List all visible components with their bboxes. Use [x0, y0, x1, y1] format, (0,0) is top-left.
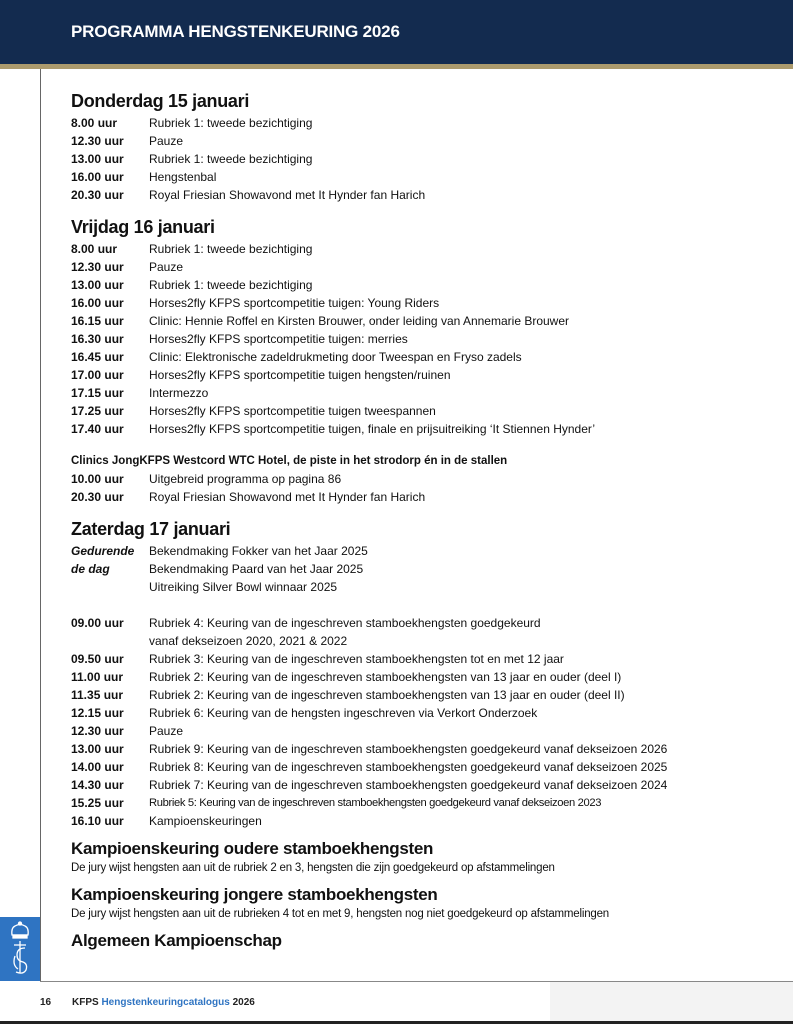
time: 16.15 uur [71, 314, 124, 328]
championship-algemeen [71, 930, 771, 952]
day-heading: Donderdag 15 januari [71, 91, 250, 111]
description: Hengstenbal [149, 170, 217, 184]
schedule-row [71, 686, 771, 704]
description: Royal Friesian Showavond met It Hynder fan Harich [149, 188, 426, 202]
time: 14.30 uur [71, 778, 124, 792]
time: 12.30 uur [71, 724, 124, 738]
footer-brand: KFPS [72, 997, 99, 1008]
schedule-row [71, 650, 771, 668]
schedule-row [71, 812, 771, 830]
time: 09.50 uur [71, 652, 124, 666]
time: 8.00 uur [71, 116, 118, 130]
footer-year: 2026 [232, 997, 255, 1008]
description: Horses2fly KFPS sportcompetitie tuigen hengsten/ruinen [149, 368, 451, 382]
during-day-row [71, 542, 771, 560]
time: 13.00 uur [71, 152, 124, 166]
footer-text [40, 997, 255, 1008]
page-title: PROGRAMMA HENGSTENKEURING 2026 [71, 22, 400, 41]
clinics-heading: Clinics JongKFPS Westcord WTC Hotel, de piste in het strodorp én in de stallen [71, 455, 508, 467]
schedule-row [71, 758, 771, 776]
time: 16.45 uur [71, 350, 124, 364]
during-day-row [71, 578, 771, 596]
schedule-row [71, 366, 771, 384]
time: 17.40 uur [71, 422, 124, 436]
description: Rubriek 6: Keuring van de hengsten ingeschreven via Verkort Onderzoek [149, 706, 538, 720]
description: Kampioenskeuringen [149, 814, 262, 828]
description: Horses2fly KFPS sportcompetitie tuigen: Young Riders [149, 296, 440, 310]
left-border-rule [40, 69, 41, 982]
schedule-row [71, 132, 771, 150]
schedule-row [71, 330, 771, 348]
championship-heading: Kampioenskeuring oudere stamboekhengsten [71, 839, 434, 858]
time: 8.00 uur [71, 242, 118, 256]
schedule-row [71, 240, 771, 258]
schedule-row-continuation [71, 632, 771, 650]
schedule-row [71, 384, 771, 402]
kfps-logo-tab [0, 917, 40, 981]
championship-heading: Kampioenskeuring jongere stamboekhengsten [71, 885, 438, 904]
time: 16.00 uur [71, 170, 124, 184]
schedule-row [71, 740, 771, 758]
schedule-row [71, 276, 771, 294]
description: Rubriek 9: Keuring van de ingeschreven stamboekhengsten goedgekeurd vanaf dekseizoen 2026 [149, 742, 668, 756]
time: 16.30 uur [71, 332, 124, 346]
schedule-row [71, 402, 771, 420]
description: Pauze [149, 260, 184, 274]
kfps-crown-monogram-icon [7, 921, 33, 977]
description: Clinic: Elektronische zadeldrukmeting door Tweespan en Fryso zadels [149, 350, 522, 364]
page-header [0, 0, 793, 64]
time: 11.00 uur [71, 670, 124, 684]
championship-jongere [71, 884, 771, 922]
description: Uitreiking Silver Bowl winnaar 2025 [149, 580, 338, 594]
championship-heading: Algemeen Kampioenschap [71, 931, 282, 950]
schedule-row [71, 488, 771, 506]
during-day-label: de dag [71, 562, 110, 576]
time: 15.25 uur [71, 796, 124, 810]
time: 20.30 uur [71, 490, 124, 504]
day-section-saturday [71, 518, 771, 830]
description: Rubriek 8: Keuring van de ingeschreven stamboekhengsten goedgekeurd vanaf dekseizoen 2025 [149, 760, 668, 774]
schedule-row [71, 722, 771, 740]
during-day-label: Gedurende [71, 544, 135, 558]
time: 12.30 uur [71, 260, 124, 274]
time: 13.00 uur [71, 742, 124, 756]
time: 17.15 uur [71, 386, 124, 400]
description: Clinic: Hennie Roffel en Kirsten Brouwer, onder leiding van Annemarie Brouwer [149, 314, 570, 328]
description: Bekendmaking Fokker van het Jaar 2025 [149, 544, 368, 558]
schedule-row [71, 114, 771, 132]
description: Rubriek 5: Keuring van de ingeschreven stamboekhengsten goedgekeurd vanaf dekseizoen 2023 [149, 797, 602, 809]
schedule-row [71, 420, 771, 438]
time: 12.30 uur [71, 134, 124, 148]
time: 17.25 uur [71, 404, 124, 418]
day-heading: Vrijdag 16 januari [71, 217, 215, 237]
gold-divider [0, 64, 793, 69]
schedule-row [71, 150, 771, 168]
page-number: 16 [40, 997, 52, 1008]
description: Pauze [149, 134, 184, 148]
description: Uitgebreid programma op pagina 86 [149, 472, 342, 486]
time: 11.35 uur [71, 688, 124, 702]
time: 16.00 uur [71, 296, 124, 310]
schedule-row [71, 294, 771, 312]
schedule-row [71, 168, 771, 186]
description: Horses2fly KFPS sportcompetitie tuigen, finale en prijsuitreiking ‘It Stiennen Hynder’ [149, 422, 595, 436]
description: Rubriek 2: Keuring van de ingeschreven stamboekhengsten van 13 jaar en ouder (deel II) [149, 688, 625, 702]
during-day-row [71, 560, 771, 578]
day-section-thursday [71, 90, 771, 204]
description: Rubriek 1: tweede bezichtiging [149, 278, 313, 292]
description: Rubriek 7: Keuring van de ingeschreven stamboekhengsten goedgekeurd vanaf dekseizoen 2024 [149, 778, 668, 792]
time: 12.15 uur [71, 706, 124, 720]
schedule-row [71, 470, 771, 488]
description: Rubriek 1: tweede bezichtiging [149, 152, 313, 166]
schedule-row [71, 348, 771, 366]
schedule-row [71, 776, 771, 794]
schedule-row [71, 312, 771, 330]
description: Rubriek 4: Keuring van de ingeschreven stamboekhengsten goedgekeurd [149, 616, 541, 630]
footer-shade [550, 982, 793, 1022]
description: Horses2fly KFPS sportcompetitie tuigen: merries [149, 332, 408, 346]
description: Horses2fly KFPS sportcompetitie tuigen tweespannen [149, 404, 436, 418]
championship-description: De jury wijst hengsten aan uit de rubrieken 4 tot en met 9, hengsten nog niet goedgekeurd op afstammelingen [71, 908, 609, 920]
schedule-row [71, 794, 771, 812]
schedule-row [71, 704, 771, 722]
championship-oudere [71, 838, 771, 876]
time: 20.30 uur [71, 188, 124, 202]
time: 17.00 uur [71, 368, 124, 382]
description: Intermezzo [149, 386, 209, 400]
schedule-row [71, 614, 771, 632]
time: 16.10 uur [71, 814, 124, 828]
schedule-row [71, 258, 771, 276]
description: Rubriek 3: Keuring van de ingeschreven stamboekhengsten tot en met 12 jaar [149, 652, 564, 666]
schedule-row [71, 668, 771, 686]
description: Royal Friesian Showavond met It Hynder fan Harich [149, 490, 426, 504]
description: Rubriek 1: tweede bezichtiging [149, 242, 313, 256]
description: Rubriek 2: Keuring van de ingeschreven stamboekhengsten van 13 jaar en ouder (deel I) [149, 670, 622, 684]
description: Pauze [149, 724, 184, 738]
schedule-row [71, 186, 771, 204]
time: 10.00 uur [71, 472, 124, 486]
time: 09.00 uur [71, 616, 124, 630]
time: 14.00 uur [71, 760, 124, 774]
championship-description: De jury wijst hengsten aan uit de rubriek 2 en 3, hengsten die zijn goedgekeurd op afstammelingen [71, 862, 555, 874]
time: 13.00 uur [71, 278, 124, 292]
description: vanaf dekseizoen 2020, 2021 & 2022 [149, 634, 348, 648]
footer-publication: Hengstenkeuringcatalogus [101, 997, 230, 1008]
program-content [71, 90, 771, 952]
description: Rubriek 1: tweede bezichtiging [149, 116, 313, 130]
day-section-friday [71, 216, 771, 506]
description: Bekendmaking Paard van het Jaar 2025 [149, 562, 364, 576]
day-heading: Zaterdag 17 januari [71, 519, 231, 539]
